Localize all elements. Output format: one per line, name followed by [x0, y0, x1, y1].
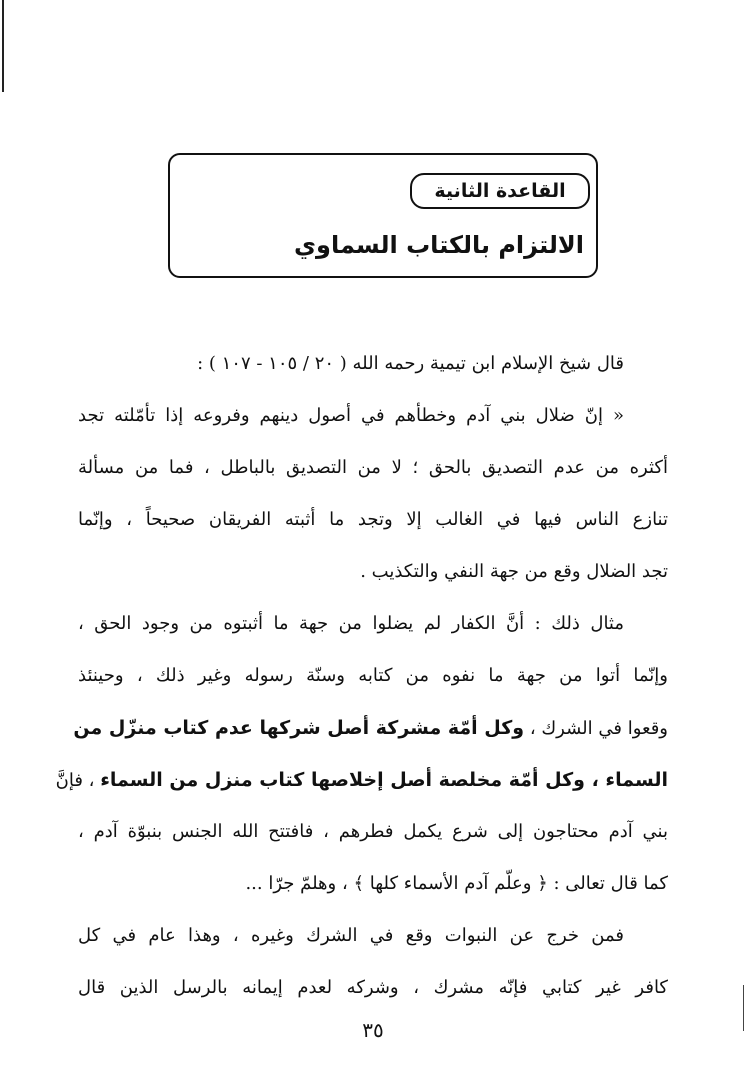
- page-number: ٣٥: [362, 1018, 384, 1042]
- paragraph2-line: مثال ذلك : أنَّ الكفار لم يضلوا من جهة ما أثبتوه من وجود الحق ،: [78, 613, 624, 634]
- paragraph2-plain-text: وقعوا في الشرك ،: [524, 718, 668, 739]
- paragraph2-bold-text: السماء ، وكل أمّة مخلصة أصل إخلاصها كتاب منزل من السماء: [100, 769, 668, 791]
- paragraph2-line: وإنّما أتوا من جهة ما نفوه من كتابه وسنّة رسوله وغير ذلك ، وحينئذ: [78, 665, 668, 686]
- paragraph2-line-mixed: [55, 754, 668, 806]
- paragraph2-line-mixed: [73, 702, 668, 754]
- scan-edge-line: [2, 0, 4, 92]
- rule-heading-box: [168, 153, 598, 278]
- paragraph3-line: كافر غير كتابي فإنّه مشرك ، وشركه لعدم إيمانه بالرسل الذين قال: [78, 977, 668, 998]
- paragraph2-line: بني آدم محتاجون إلى شرع يكمل فطرهم ، فافتتح الله الجنس بنبوّة آدم ،: [78, 821, 668, 842]
- paragraph1-line: تجد الضلال وقع من جهة النفي والتكذيب .: [360, 561, 668, 582]
- paragraph1-line: « إنّ ضلال بني آدم وخطأهم في أصول دينهم وفروعه إذا تأمّلته تجد: [78, 405, 624, 426]
- rule-title: القاعدة الثانية: [410, 173, 590, 209]
- paragraph2-plain-text: ، فإنَّ: [55, 770, 101, 791]
- paragraph1-line: أكثره من عدم التصديق بالحق ؛ لا من التصديق بالباطل ، فما من مسألة: [78, 457, 668, 478]
- paragraph2-line: كما قال تعالى : ﴿ وعلّم آدم الأسماء كلها ﴾ ، وهلمّ جرّا ...: [245, 873, 668, 894]
- intro-line: قال شيخ الإسلام ابن تيمية رحمه الله ( ٢٠ / ١٠٥ - ١٠٧ ) :: [197, 353, 624, 374]
- paragraph2-bold-text: وكل أمّة مشركة أصل شركها عدم كتاب منزّل من: [73, 717, 525, 739]
- paragraph1-line: تنازع الناس فيها في الغالب إلا وتجد ما أثبته الفريقان صحيحاً ، وإنّما: [78, 509, 668, 530]
- paragraph3-line: فمن خرج عن النبوات وقع في الشرك وغيره ، وهذا عام في كل: [78, 925, 624, 946]
- rule-subtitle: الالتزام بالكتاب السماوي: [294, 231, 584, 259]
- main-text: [55, 338, 668, 1014]
